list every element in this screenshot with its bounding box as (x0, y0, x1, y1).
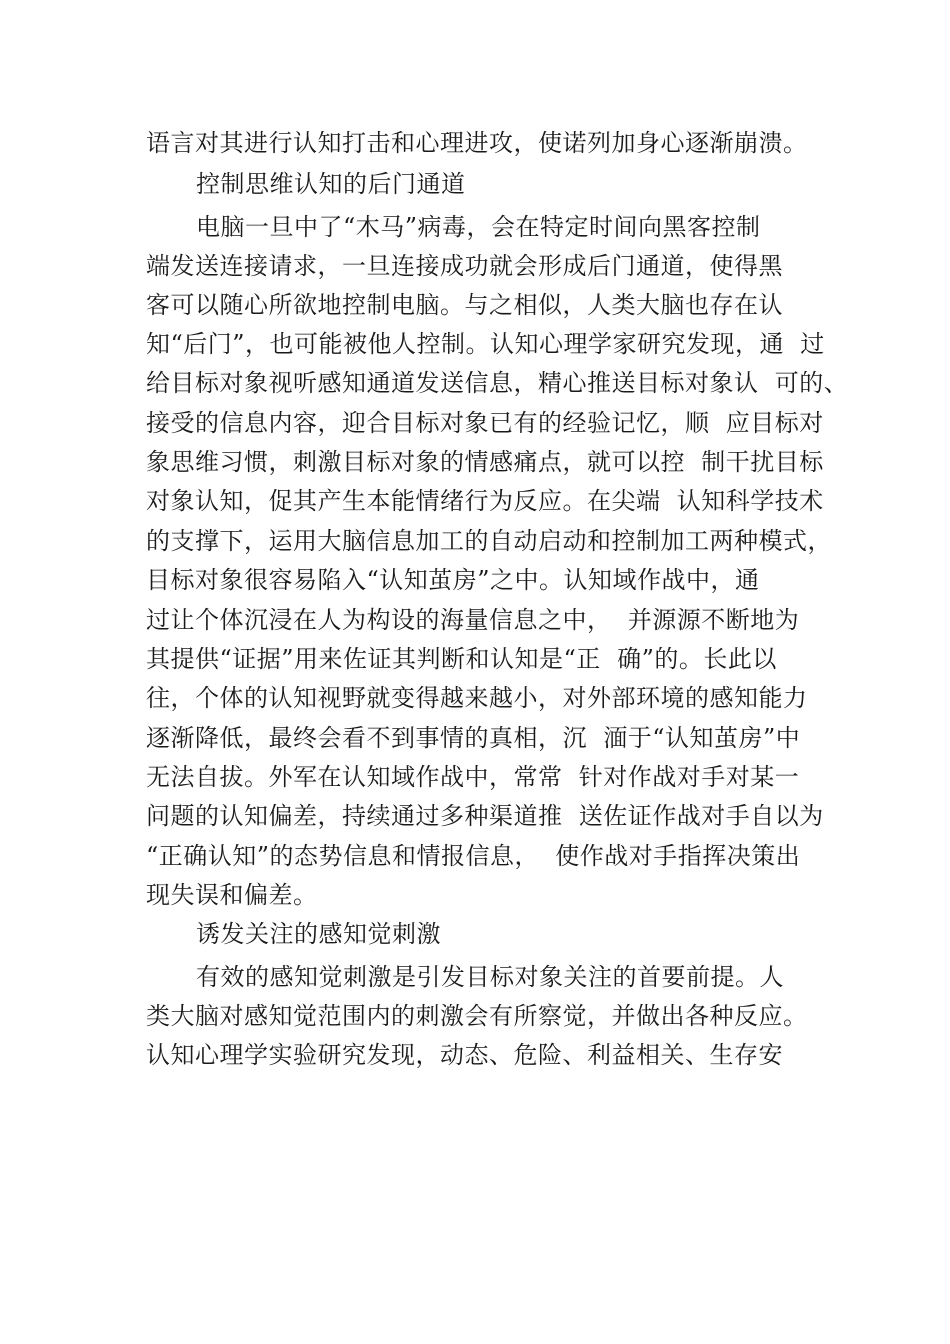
paragraph-line: 目标对象很容易陷入“认知茧房”之中。认知域作战中，通 (146, 566, 760, 594)
paragraph-line: 给目标对象视听感知通道发送信息，精心推送目标对象认 可的、 (146, 369, 849, 397)
section-heading: 控制思维认知的后门通道 (196, 170, 466, 198)
paragraph-line: 知“后门”，也可能被他人控制。认知心理学家研究发现，通 过 (146, 330, 825, 358)
paragraph-line: 逐渐降低，最终会看不到事情的真相，沉 湎于“认知茧房”中 (146, 724, 801, 752)
paragraph-line: 问题的认知偏差，持续通过多种渠道推 送佐证作战对手自以为 (146, 802, 824, 830)
paragraph-line: 往，个体的认知视野就变得越来越小，对外部环境的感知能力 (146, 684, 808, 712)
paragraph-line: 有效的感知觉刺激是引发目标对象关注的首要前提。人 (196, 963, 784, 991)
paragraph-line: 其提供“证据”用来佐证其判断和认知是“正 确”的。长此以 (146, 645, 777, 673)
paragraph-line: 接受的信息内容，迎合目标对象已有的经验记忆，顺 应目标对 (146, 409, 824, 437)
paragraph-line: 认知心理学实验研究发现，动态、危险、利益相关、生存安 (146, 1041, 783, 1069)
paragraph-line: 对象认知，促其产生本能情绪行为反应。在尖端 认知科学技术 (146, 487, 824, 515)
paragraph-line: “正确认知”的态势信息和情报信息， 使作战对手指挥决策出 (146, 842, 801, 870)
paragraph-line: 的支撑下，运用大脑信息加工的自动启动和控制加工两种模式， (146, 527, 832, 555)
paragraph-line: 象思维习惯，刺激目标对象的情感痛点，就可以控 制干扰目标 (146, 448, 824, 476)
paragraph-line: 端发送连接请求，一旦连接成功就会形成后门通道，使得黑 (146, 252, 783, 280)
paragraph-line: 语言对其进行认知打击和心理进攻，使诺列加身心逐渐崩溃。 (146, 129, 808, 157)
paragraph-line: 类大脑对感知觉范围内的刺激会有所察觉，并做出各种反应。 (146, 1002, 808, 1030)
section-heading: 诱发关注的感知觉刺激 (196, 920, 441, 948)
paragraph-line: 现失误和偏差。 (146, 881, 318, 909)
paragraph-line: 电脑一旦中了“木马”病毒，会在特定时间向黑客控制 (196, 213, 761, 241)
paragraph-line: 无法自拔。外军在认知域作战中，常常 针对作战对手对某一 (146, 763, 800, 791)
paragraph-line: 过让个体沉浸在人为构设的海量信息之中， 并源源不断地为 (146, 606, 800, 634)
paragraph-line: 客可以随心所欲地控制电脑。与之相似，人类大脑也存在认 (146, 291, 783, 319)
